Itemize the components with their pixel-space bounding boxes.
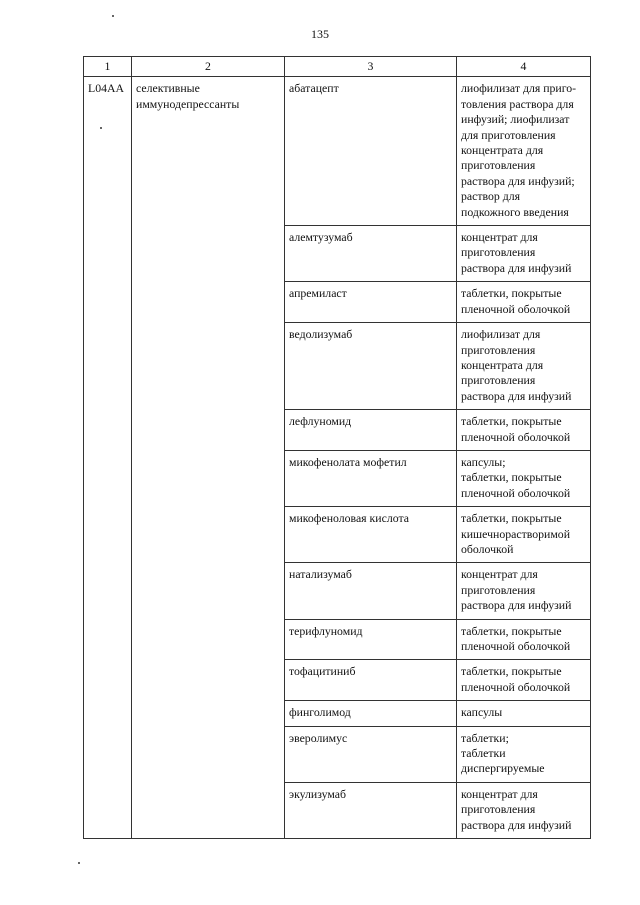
dosage-form-line: пленочной оболочкой: [461, 485, 571, 500]
dosage-form-line: таблетки, покрытые: [461, 623, 562, 638]
header-col-1: 1: [84, 57, 132, 77]
dosage-form: [457, 77, 591, 226]
scan-speck: [100, 127, 102, 129]
dosage-form-line: подкожного введения: [461, 204, 569, 219]
dosage-form: [457, 410, 591, 451]
dosage-form-line: таблетки, покрытые: [461, 664, 562, 679]
dosage-form: [457, 563, 591, 619]
dosage-form: [457, 619, 591, 660]
dosage-form-line: приготовления: [461, 342, 536, 357]
dosage-form: [457, 782, 591, 838]
drug-table: [83, 56, 591, 839]
drug-name: эверолимус: [285, 726, 457, 782]
dosage-form-line: капсулы;: [461, 454, 506, 469]
drug-group-line: иммунодепрессанты: [136, 96, 240, 111]
dosage-form-line: приготовления: [461, 373, 536, 388]
drug-group: [132, 77, 285, 839]
dosage-form-line: таблетки, покрытые: [461, 286, 562, 301]
dosage-form-line: раствор для: [461, 189, 521, 204]
dosage-form-line: инфузий; лиофилизат: [461, 112, 570, 127]
drug-name: тофацитиниб: [285, 660, 457, 701]
dosage-form-line: таблетки, покрытые: [461, 470, 562, 485]
dosage-form-line: таблетки, покрытые: [461, 414, 562, 429]
table-row: [84, 77, 591, 226]
drug-name: абатацепт: [285, 77, 457, 226]
dosage-form-line: раствора для инфузий: [461, 388, 572, 403]
drug-name: апремиласт: [285, 282, 457, 323]
drug-name: алемтузумаб: [285, 226, 457, 282]
dosage-form: [457, 507, 591, 563]
dosage-form-line: капсулы: [461, 705, 503, 720]
dosage-form: [457, 450, 591, 506]
drug-name: экулизумаб: [285, 782, 457, 838]
dosage-form-line: лиофилизат для: [461, 327, 541, 342]
atc-code: L04AA: [84, 77, 132, 839]
dosage-form-line: таблетки;: [461, 730, 509, 745]
dosage-form-line: концентрата для: [461, 143, 544, 158]
drug-name: микофеноловая кислота: [285, 507, 457, 563]
dosage-form-line: диспергируемые: [461, 761, 545, 776]
dosage-form-line: раствора для инфузий: [461, 817, 572, 832]
table-header-row: [84, 57, 591, 77]
dosage-form-line: приготовления: [461, 245, 536, 260]
dosage-form-line: кишечнорастворимой: [461, 526, 571, 541]
dosage-form-line: концентрат для: [461, 786, 538, 801]
dosage-form-line: товления раствора для: [461, 96, 574, 111]
header-col-3: 3: [285, 57, 457, 77]
scan-speck: [112, 15, 114, 17]
dosage-form-line: раствора для инфузий: [461, 260, 572, 275]
dosage-form-line: лиофилизат для приго-: [461, 81, 577, 96]
drug-name: ведолизумаб: [285, 323, 457, 410]
dosage-form-line: раствора для инфузий: [461, 598, 572, 613]
drug-name: микофенолата мофетил: [285, 450, 457, 506]
dosage-form-line: концентрат для: [461, 567, 538, 582]
drug-name: финголимод: [285, 701, 457, 726]
table-body: [84, 77, 591, 839]
dosage-form: [457, 701, 591, 726]
dosage-form-line: концентрат для: [461, 230, 538, 245]
dosage-form-line: пленочной оболочкой: [461, 429, 571, 444]
dosage-form: [457, 726, 591, 782]
dosage-form-line: приготовления: [461, 802, 536, 817]
dosage-form: [457, 660, 591, 701]
dosage-form-line: приготовления: [461, 582, 536, 597]
dosage-form-line: пленочной оболочкой: [461, 301, 571, 316]
dosage-form: [457, 323, 591, 410]
dosage-form-line: раствора для инфузий;: [461, 173, 575, 188]
dosage-form-line: таблетки: [461, 746, 506, 761]
dosage-form-line: для приготовления: [461, 127, 556, 142]
page-number: 135: [311, 27, 329, 41]
dosage-form-line: приготовления: [461, 158, 536, 173]
dosage-form-line: оболочкой: [461, 541, 514, 556]
dosage-form-line: концентрата для: [461, 357, 544, 372]
dosage-form-line: пленочной оболочкой: [461, 639, 571, 653]
dosage-form: [457, 282, 591, 323]
dosage-form-line: пленочной оболочкой: [461, 679, 571, 694]
scan-speck: [78, 862, 80, 864]
drug-name: натализумаб: [285, 563, 457, 619]
dosage-form: [457, 226, 591, 282]
drug-name: терифлуномид: [285, 619, 457, 660]
header-col-4: 4: [457, 57, 591, 77]
header-col-2: 2: [132, 57, 285, 77]
dosage-form-line: таблетки, покрытые: [461, 511, 562, 526]
drug-group-line: селективные: [136, 81, 200, 96]
drug-name: лефлуномид: [285, 410, 457, 451]
